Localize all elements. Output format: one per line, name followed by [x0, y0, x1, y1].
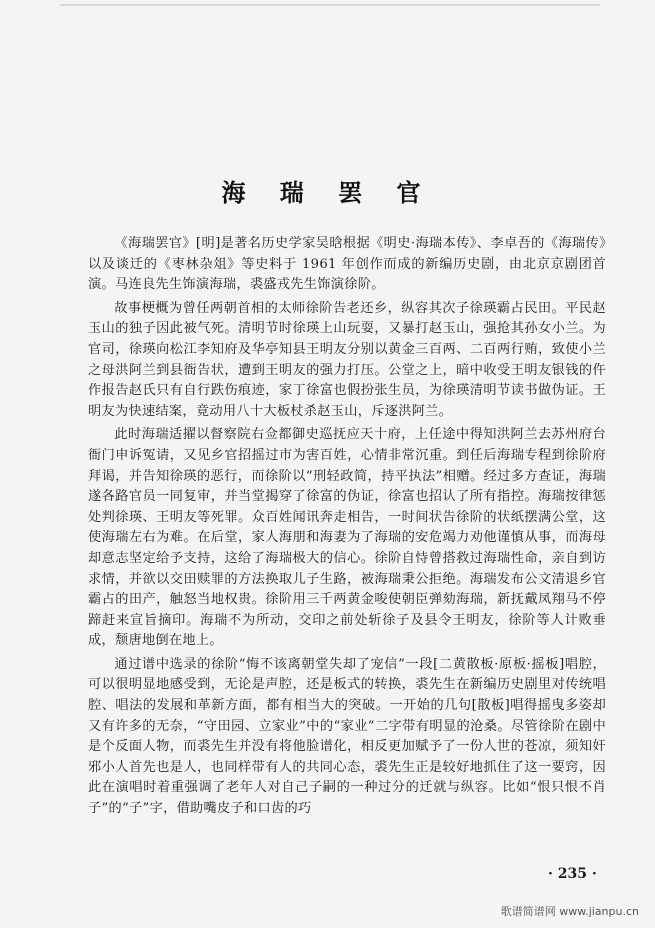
- article-body: [88, 234, 606, 823]
- page-title: 海 瑞 罢 官: [221, 179, 434, 207]
- site-watermark: 歌谱简谱网 www.jianpu.cn: [500, 905, 639, 918]
- page-number: · 235 ·: [548, 866, 597, 882]
- synopsis-paragraph: 故事梗概为曾任两朝首相的太师徐阶告老还乡，纵容其次子徐瑛霸占民田。平民赵玉山的独子因此被气死。清明节时徐瑛上山玩耍，又暴打赵玉山，强抢其孙女小兰。为官司，徐瑛向松江李知府及华亭知县王明友分别以黄金三百两、二百两行贿，致使小兰之母洪阿兰到县衙告状，遭到王明友的强力打压。公堂之上，暗中收受王明友银钱的仵作报告赵氏只有自行跌伤痕迹，家丁徐富也假扮张生员，为徐瑛清明节读书做伪证。王明友为快速结案，竟动用八十大板杖杀赵玉山，斥逐洪阿兰。: [88, 300, 606, 419]
- intro-paragraph: 《海瑞罢官》[明]是著名历史学家吴晗根据《明史·海瑞本传》、李卓吾的《海瑞传》以及谈迁的《枣林杂俎》等史料于 1961 年创作而成的新编历史剧，由北京京剧团首演。马连良先生饰演海瑞，裘盛戎先生饰演徐阶。: [88, 236, 606, 293]
- plot-paragraph: 此时海瑞适擢以督察院右佥都御史巡抚应天十府，上任途中得知洪阿兰去苏州府台衙门申诉冤请，又见乡官招摇过市为害百姓，心情非常沉重。到任后海瑞专程到徐阶府拜谒，并告知徐瑛的恶行，而徐阶以“刑轻政简，持平执法”相赠。经过多方查证，海瑞遂各路官员一同复审，并当堂揭穿了徐富的伪证，徐富也招认了所有指控。海瑞按律惩处判徐瑛、王明友等死罪。众百姓闻讯奔走相告，一时间状告徐阶的状纸摆满公堂，这使海瑞左右为难。在后堂，家人海朋和海妻为了海瑞的安危竭力劝他谨慎从事，而海母却意志坚定给予支持，这给了海瑞极大的信心。徐阶自恃曾搭救过海瑞性命，亲自到访求情，并欲以交田赎罪的方法换取儿子生路，被海瑞秉公拒绝。海瑞发布公文清退乡官霸占的田产，触怒当地权贵。徐阶用三千两黄金唆使朝臣弹劾海瑞，新抚戴凤翔马不停蹄赶来宣旨摘印。海瑞不为所动，交印之前处斩徐子及县令王明友，徐阶等人计败垂成，颓唐地倒在地上。: [88, 427, 606, 649]
- top-edge-rule: [60, 4, 600, 6]
- analysis-paragraph: 通过谱中选录的徐阶“悔不该离朝堂失却了宠信”一段[二黄散板·原板·摇板]唱腔，可以很明显地感受到，无论是声腔，还是板式的转换，裘先生在新编历史剧里对传统唱腔、唱法的发展和革新方面，都有相当大的突破。一开始的几句[散板]唱得摇曳多姿却又有许多的无奈，“守田园、立家业”中的“家业”二字带有明显的沧桑。尽管徐阶在剧中是个反面人物，而裘先生并没有将他脸谱化，相反更加赋予了一份人世的苍凉，须知奸邪小人首先也是人，也同样带有人的共同心态，裘先生正是较好地抓住了这一要窍，因此在演唱时着重强调了老年人对自己子嗣的一种过分的迁就与纵容。比如“恨只恨不肖子”的“子”字，借助嘴皮子和口齿的巧: [88, 656, 606, 817]
